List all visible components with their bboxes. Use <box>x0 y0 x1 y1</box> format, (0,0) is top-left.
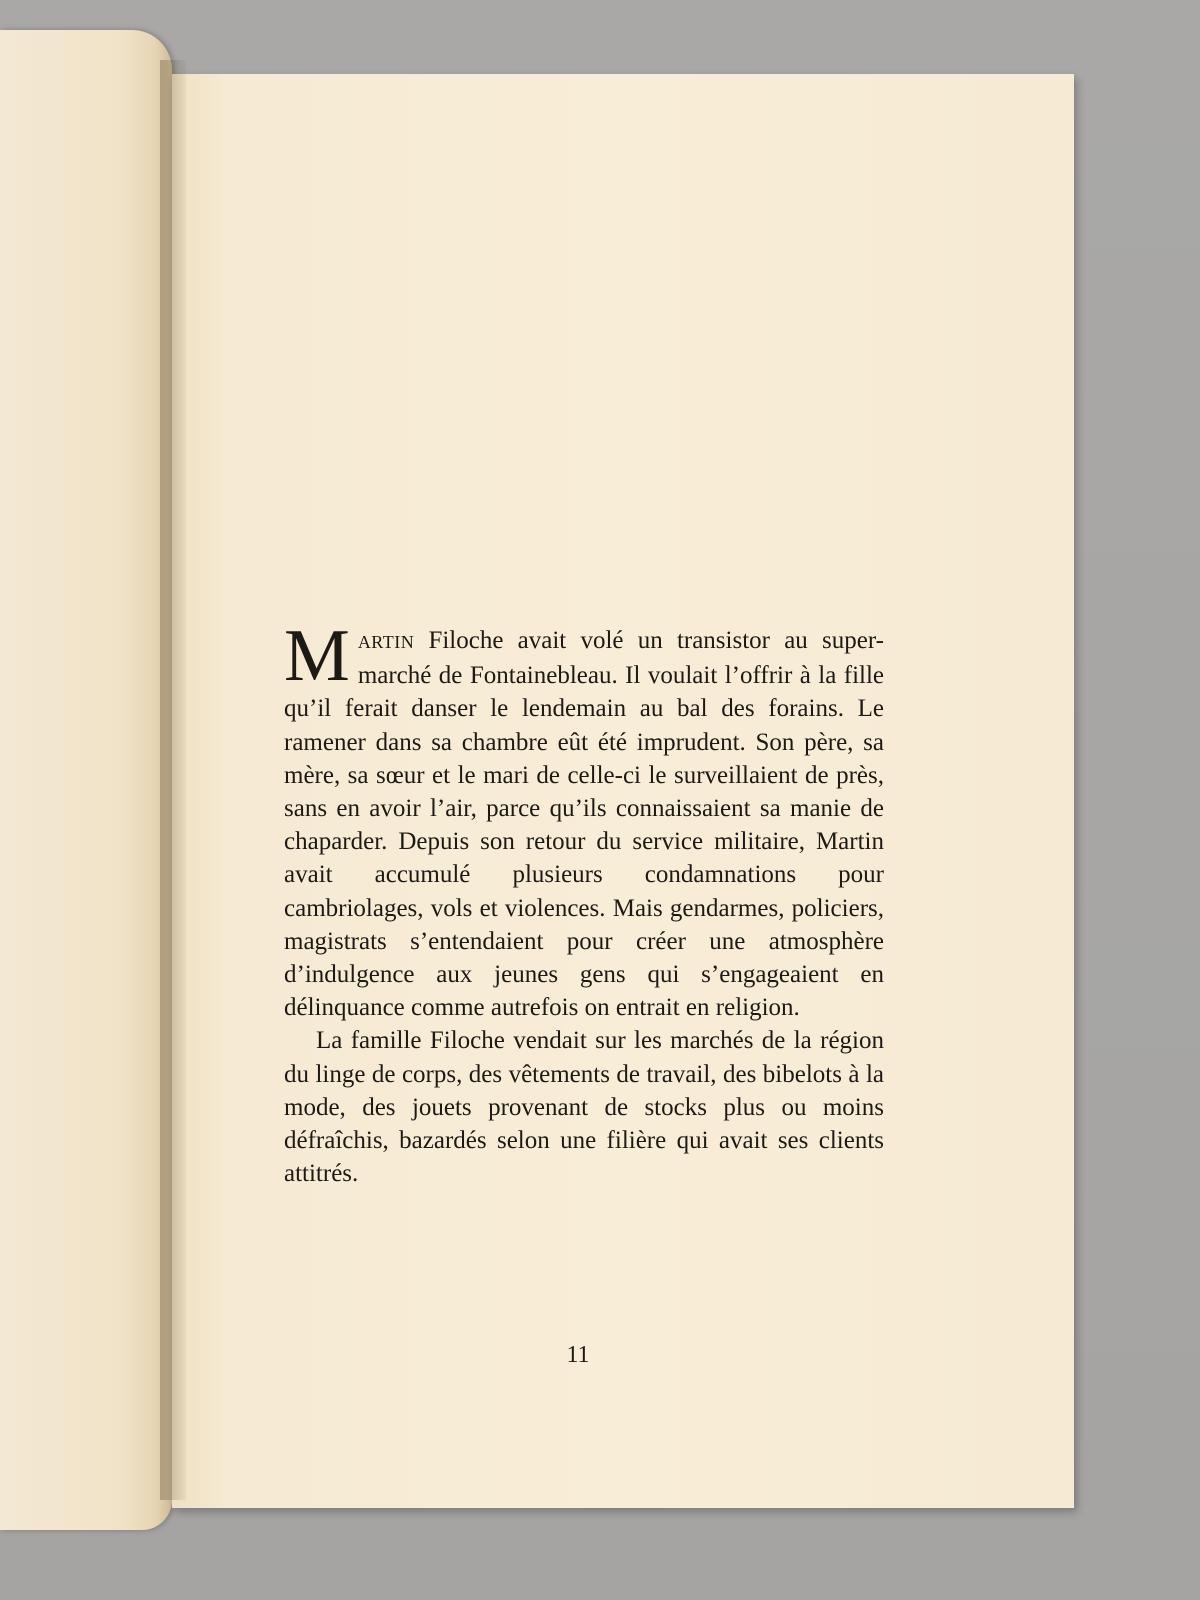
left-page <box>0 30 172 1530</box>
paragraph-2: La famille Filoche vendait sur les marchés de la région du linge de corps, des vêtements de travail, des bibelots à la mode, des jouets provenant de stocks plus ou moins défraîchis, bazardés selon une filière qui avait ses clients attitrés. <box>284 1027 884 1188</box>
drop-cap: M <box>284 615 350 697</box>
page-number: 11 <box>566 1342 590 1368</box>
paragraph-1 <box>284 615 884 1024</box>
gutter-shadow <box>160 60 186 1500</box>
body-text <box>284 615 884 1190</box>
paragraph-1-text: Filoche avait volé un transistor au super-marché de Fontainebleau. Il voulait l’offrir à la fille qu’il ferait danser le lendemain au bal des forains. Le ramener dans sa chambre eût été imprudent. Son père, sa mère, sa sœur et le mari de celle-ci le surveillaient de près, sans en avoir l’air, parce qu’ils connaissaient sa manie de chaparder. Depuis son retour du service militaire, Martin avait accumulé plusieurs condamnations pour cambriolages, vols et violences. Mais gendarmes, policiers, magistrats s’entendaient pour créer une atmosphère d’indulgence aux jeunes gens qui s’engageaient en délinquance comme autrefois on entrait en religion. <box>284 627 884 1022</box>
right-page <box>172 74 1074 1508</box>
lead-word-small-caps: ARTIN <box>357 632 415 652</box>
